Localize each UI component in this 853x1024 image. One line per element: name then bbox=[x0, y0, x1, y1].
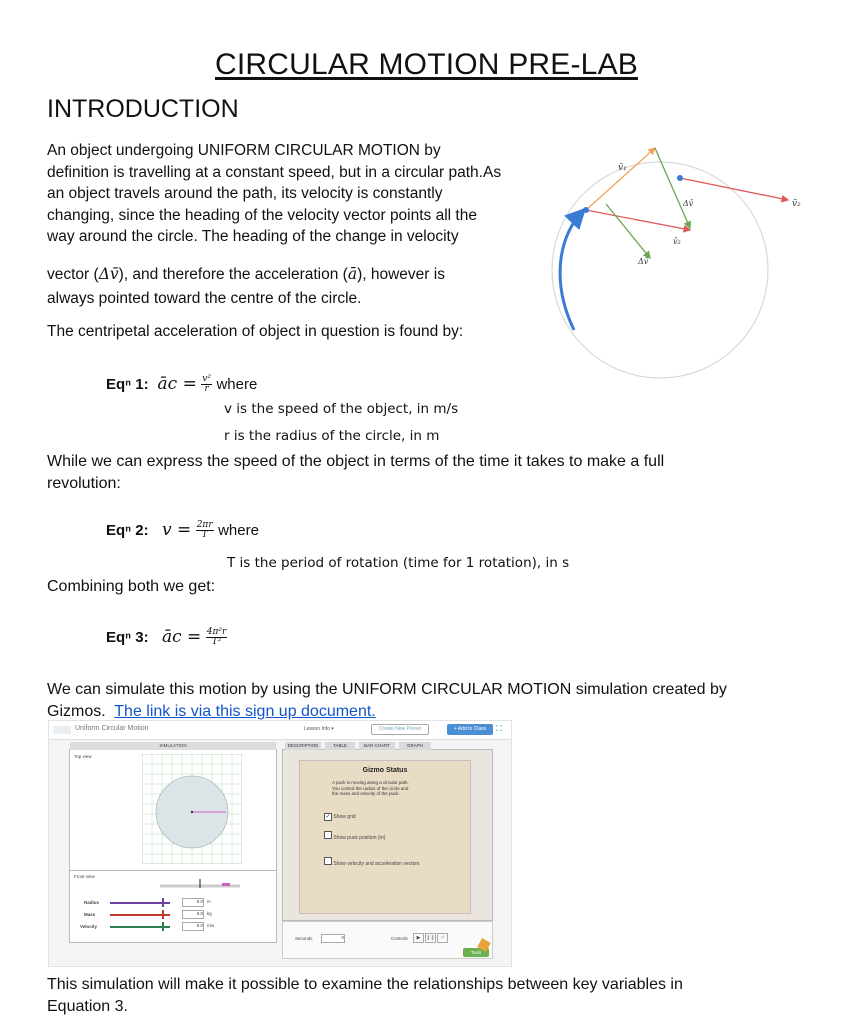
tab-bar-chart[interactable]: BAR CHART bbox=[359, 742, 395, 750]
eq-lhs: āc = bbox=[161, 627, 202, 647]
v1-label: v̄₁ bbox=[618, 163, 627, 173]
lesson-info-menu[interactable]: Lesson Info ▾ bbox=[304, 726, 334, 732]
radius-value[interactable]: 8.0 bbox=[182, 898, 204, 907]
v2-vector bbox=[680, 178, 788, 200]
checkbox-icon bbox=[324, 857, 332, 865]
sim-line: Gizmos. bbox=[47, 703, 106, 720]
front-view bbox=[160, 876, 240, 892]
direction-arrow bbox=[560, 212, 582, 330]
radius-label: Radius bbox=[84, 900, 100, 905]
eq1-def-v: v is the speed of the object, in m/s bbox=[224, 401, 459, 417]
circle-path bbox=[552, 162, 768, 378]
controls-label: Controls bbox=[391, 936, 408, 941]
mass-slider[interactable] bbox=[110, 914, 170, 916]
equation-2 bbox=[106, 520, 259, 540]
page-title: CIRCULAR MOTION PRE-LAB bbox=[215, 48, 638, 81]
description-panel bbox=[282, 743, 493, 921]
gizmo-logo bbox=[53, 726, 71, 734]
checkbox-icon bbox=[324, 831, 332, 839]
eq-lhs: v = bbox=[161, 520, 192, 540]
velocity-value[interactable]: 8.0 bbox=[182, 922, 204, 931]
velocity-slider[interactable] bbox=[110, 926, 170, 928]
circular-motion-diagram bbox=[530, 140, 830, 380]
simulation-panel bbox=[69, 743, 277, 943]
intro-line: way around the circle. The heading of the change in velocity bbox=[47, 228, 459, 246]
tab-description[interactable]: DESCRIPTION bbox=[285, 742, 321, 750]
centripetal-intro: The centripetal acceleration of object in question is found by: bbox=[47, 323, 464, 340]
eq2-def-T: T is the period of rotation (time for 1 rotation), in s bbox=[227, 555, 570, 571]
show-puck-position-checkbox[interactable]: Show puck position (m) bbox=[324, 831, 385, 841]
create-preset-button[interactable]: Create New Preset bbox=[371, 724, 429, 735]
combine-text: Combining both we get: bbox=[47, 578, 216, 595]
eq-label: Eqⁿ 2: bbox=[106, 522, 149, 539]
velocity-label: Velocity bbox=[80, 924, 98, 929]
slider-area bbox=[70, 898, 276, 942]
controls-bar bbox=[282, 921, 493, 959]
radius-unit: m bbox=[207, 899, 211, 904]
sim-line: We can simulate this motion by using the UNIFORM CIRCULAR MOTION simulation created by bbox=[47, 681, 727, 698]
intro-line: vector (Δv̄), and therefore the acceleration (ā), however is bbox=[47, 265, 445, 283]
velocity-slider-handle[interactable] bbox=[162, 922, 164, 931]
equation-3 bbox=[106, 627, 227, 647]
dv-vector-2 bbox=[606, 204, 650, 258]
gizmo-status-title: Gizmo Status bbox=[362, 767, 408, 774]
speed-paragraph bbox=[47, 451, 827, 495]
mass-label: Mass bbox=[84, 912, 96, 917]
velocity-unit: m/s bbox=[207, 923, 215, 928]
signup-link[interactable]: The link is via this sign up document. bbox=[114, 703, 376, 720]
intro-line: changing, since the heading of the velocity vector points all the bbox=[47, 206, 477, 224]
tab-table[interactable]: TABLE bbox=[325, 742, 355, 750]
front-view-label: Front view bbox=[74, 874, 95, 879]
gizmo-status-box bbox=[299, 760, 471, 914]
dv-label-2: Δv̄ bbox=[638, 257, 649, 266]
pause-icon[interactable]: ❚❚ bbox=[426, 935, 435, 941]
closing-paragraph bbox=[47, 974, 837, 1018]
v2-shift-vector bbox=[586, 210, 690, 230]
play-icon[interactable]: ▶ bbox=[413, 933, 424, 943]
seconds-value: 0 bbox=[321, 934, 345, 943]
v2-label: v̄₂ bbox=[792, 199, 801, 209]
eq-where: where bbox=[216, 376, 258, 393]
gizmo-status-text: A puck is moving along a circular path. You control the radius of the circle and the mass and velocity of the puck. bbox=[332, 780, 409, 796]
intro-line: definition is travelling at a constant speed, but in a circular path.As bbox=[47, 163, 502, 181]
speed-line: revolution: bbox=[47, 475, 121, 492]
puck-point-2 bbox=[677, 175, 683, 181]
top-view-grid bbox=[142, 754, 242, 864]
v1-vector bbox=[586, 148, 655, 210]
eq-where: where bbox=[218, 522, 259, 539]
equation-1 bbox=[106, 374, 257, 394]
reset-icon[interactable]: ↺ bbox=[437, 933, 448, 943]
intro-line: an object travels around the path, its velocity is constantly bbox=[47, 185, 443, 203]
v2-label-shifted: v̄₂ bbox=[673, 237, 681, 246]
eq-label: Eqⁿ 3: bbox=[106, 629, 149, 646]
mass-slider-handle[interactable] bbox=[162, 910, 164, 919]
eq1-def-r: r is the radius of the circle, in m bbox=[224, 428, 440, 444]
eq-lhs: āc = bbox=[157, 374, 197, 394]
intro-line: always pointed toward the centre of the circle. bbox=[47, 290, 362, 307]
tools-button[interactable]: Tools bbox=[463, 948, 489, 957]
radius-slider[interactable] bbox=[110, 902, 170, 904]
top-view-label: Top view bbox=[74, 754, 92, 759]
intro-paragraph bbox=[47, 140, 567, 248]
show-grid-checkbox[interactable]: ✓ Show grid bbox=[325, 814, 356, 820]
speed-line: While we can express the speed of the object in terms of the time it takes to make a full bbox=[47, 453, 665, 470]
dv-label-1: Δv̄ bbox=[683, 199, 694, 208]
closing-line: Equation 3. bbox=[47, 998, 128, 1015]
eq-fraction: $\frac{\text{4π²r}}{\text{T²}}$ bbox=[206, 627, 227, 648]
intro-line: An object undergoing UNIFORM CIRCULAR MOTION by bbox=[47, 142, 441, 159]
tab-graph[interactable]: GRAPH bbox=[399, 742, 431, 750]
seconds-label: Seconds bbox=[295, 936, 313, 941]
gizmo-topbar bbox=[49, 721, 511, 740]
simulation-paragraph bbox=[47, 679, 837, 723]
mass-value[interactable]: 5.0 bbox=[182, 910, 204, 919]
checkbox-checked-icon: ✓ bbox=[325, 814, 331, 820]
closing-line: This simulation will make it possible to examine the relationships between key variables in bbox=[47, 976, 683, 993]
eq-fraction: $\frac{\text{v²}}{r}$ bbox=[202, 374, 211, 395]
fullscreen-icon[interactable]: ⛶ bbox=[496, 724, 502, 733]
simulation-tab[interactable]: SIMULATION bbox=[70, 742, 276, 750]
puck-point-1 bbox=[583, 207, 589, 213]
section-heading: INTRODUCTION bbox=[47, 95, 239, 123]
gizmo-app-title: Uniform Circular Motion bbox=[75, 725, 149, 732]
eq-fraction: $\frac{2\pi r}{T}$ bbox=[196, 520, 213, 541]
add-to-class-button[interactable]: + Add to Class bbox=[447, 724, 493, 735]
mass-unit: kg bbox=[207, 911, 212, 916]
gizmo-screenshot bbox=[48, 720, 512, 967]
dv-vector-1 bbox=[655, 148, 690, 228]
top-view-area bbox=[70, 750, 276, 871]
radius-slider-handle[interactable] bbox=[162, 898, 164, 907]
show-vectors-checkbox[interactable]: Show velocity and acceleration vectors bbox=[324, 857, 420, 867]
eq-label: Eqⁿ 1: bbox=[106, 376, 149, 393]
intro-paragraph-2 bbox=[47, 262, 567, 311]
